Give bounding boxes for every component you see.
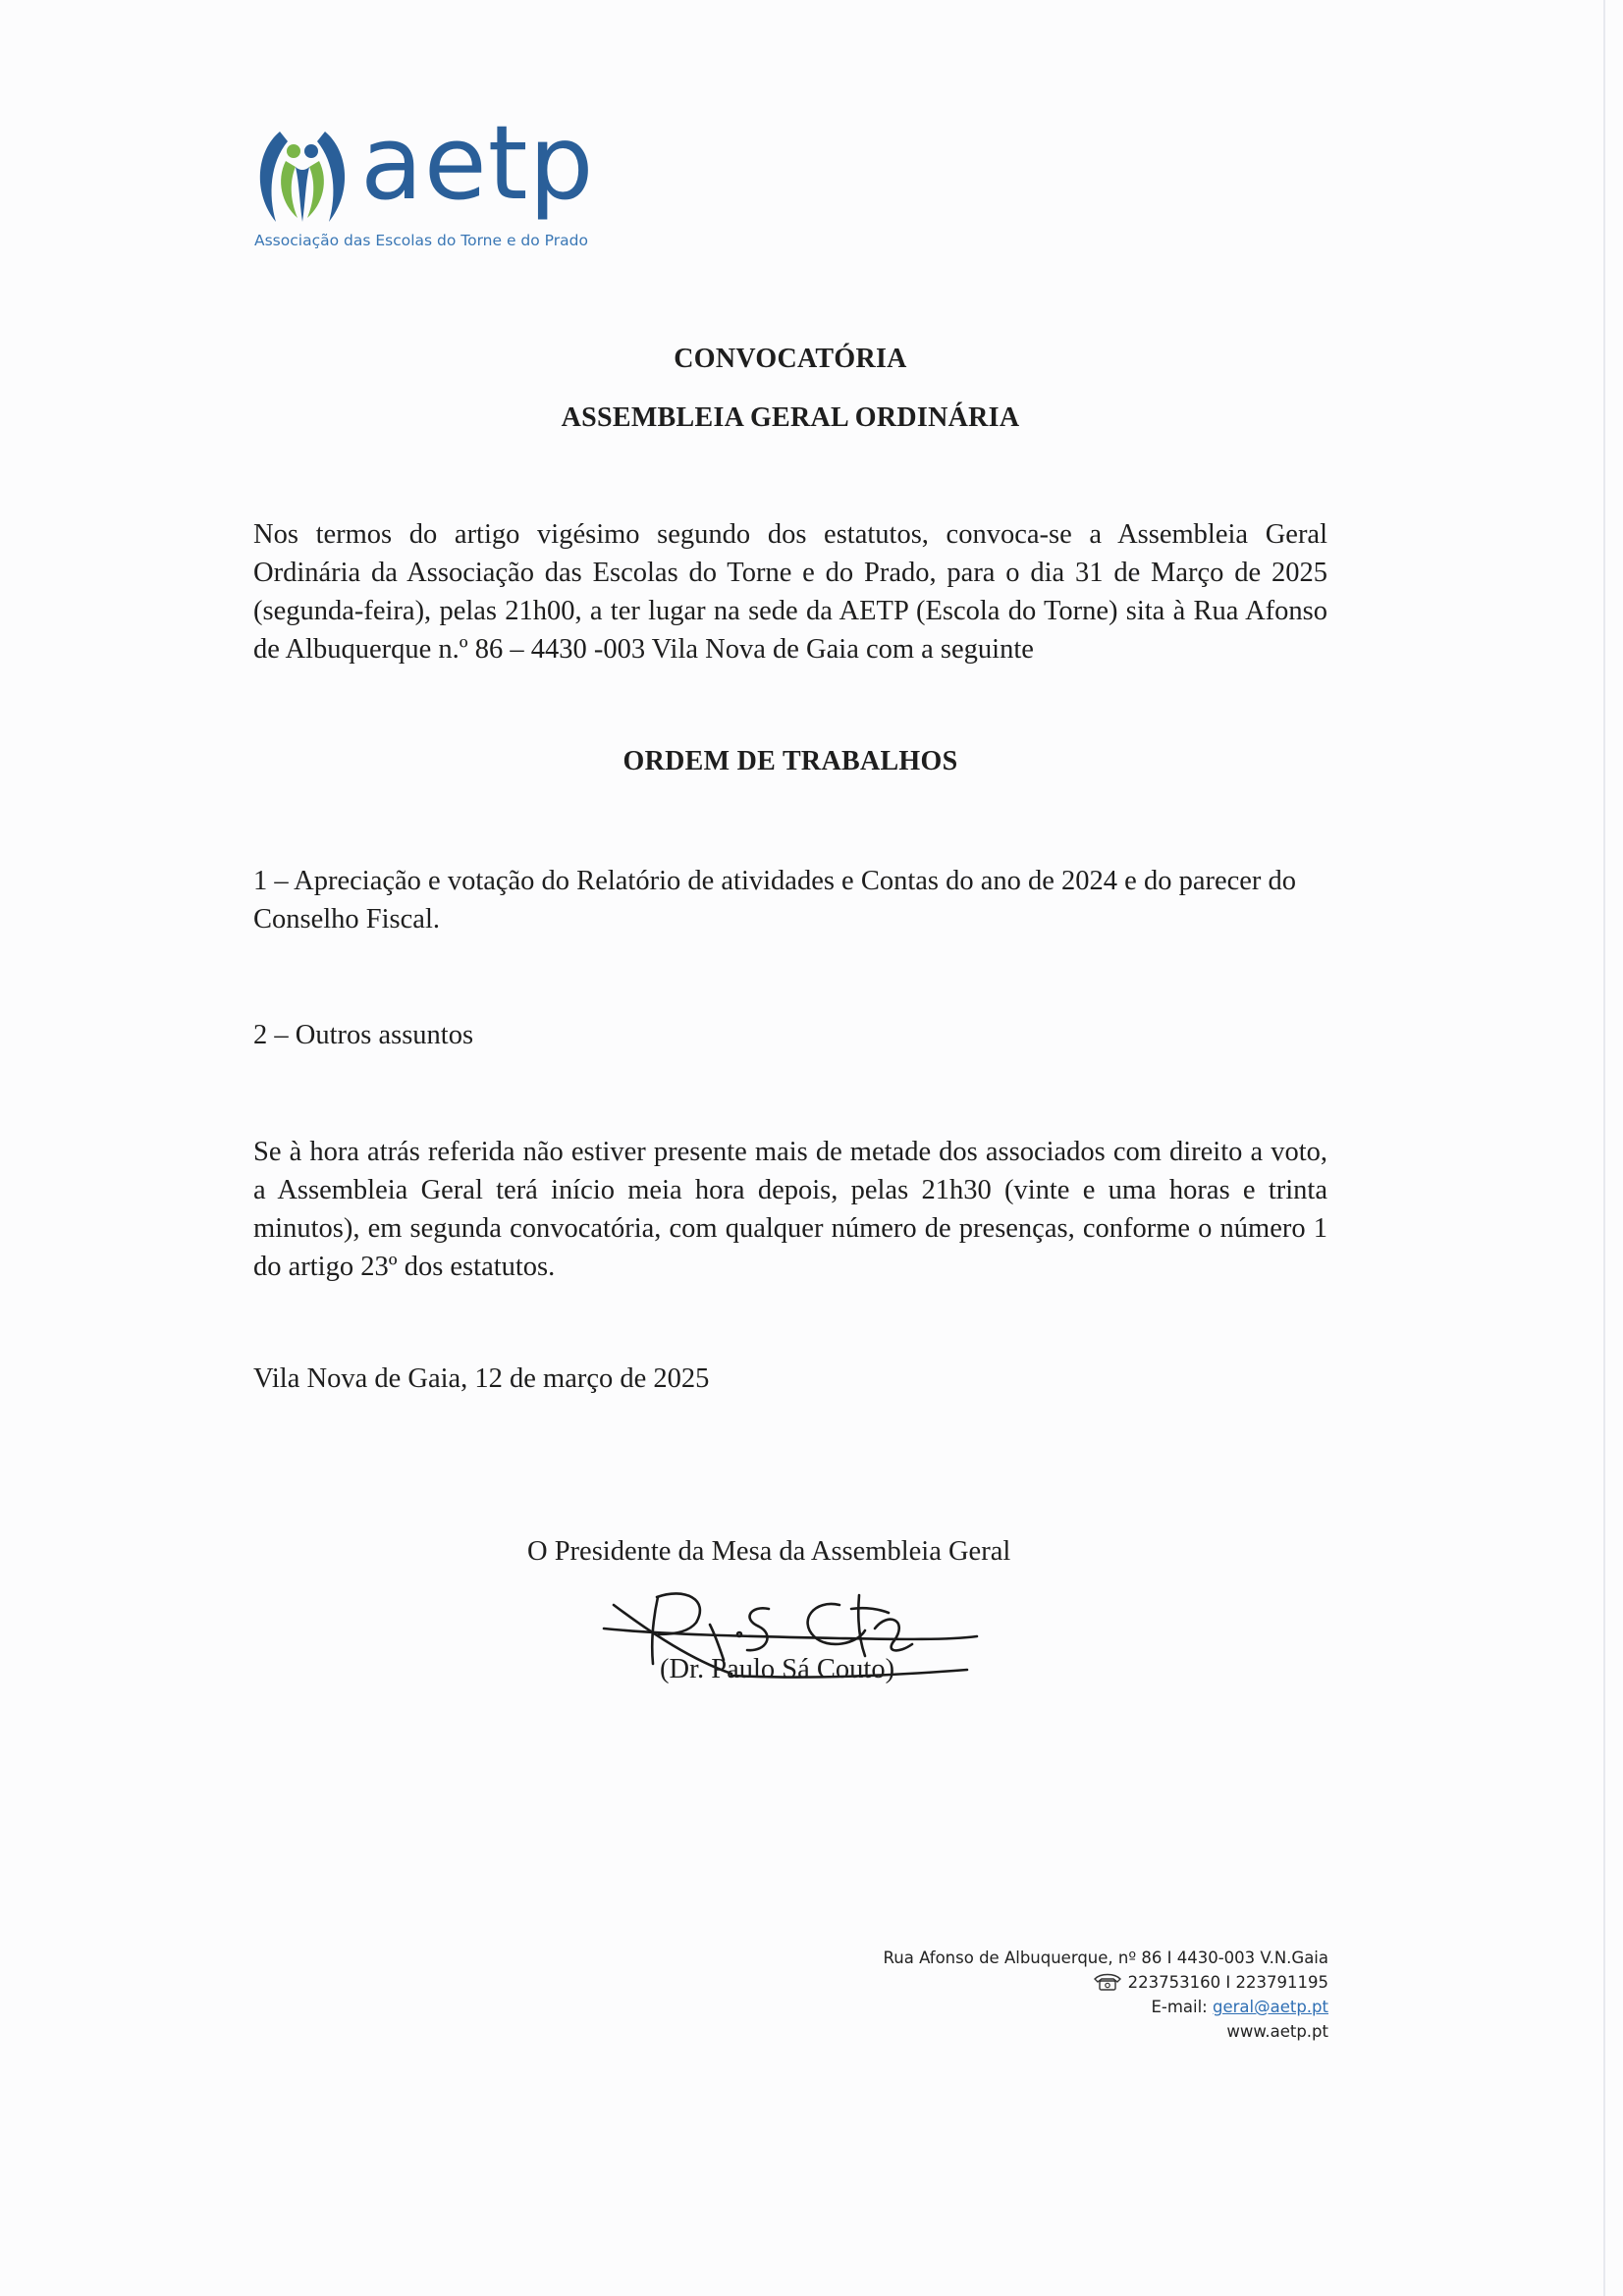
- agenda-item: 1 – Apreciação e votação do Relatório de atividades e Contas do ano de 2024 e do parecer do Conselho Fiscal.: [253, 866, 1297, 934]
- document-title: CONVOCATÓRIA: [674, 344, 907, 374]
- people-embrace-icon: [250, 124, 354, 232]
- signatory-role: O Presidente da Mesa da Assembleia Geral: [527, 1536, 1011, 1567]
- footer-phones: 223753160 I 223791195: [1127, 1973, 1328, 1992]
- contact-footer: [884, 1946, 1328, 2044]
- page-edge: [1603, 0, 1605, 2296]
- footer-email-line: [884, 1995, 1328, 2019]
- footer-address: Rua Afonso de Albuquerque, nº 86 I 4430-003 V.N.Gaia: [883, 1949, 1328, 1967]
- telephone-icon: [1093, 1973, 1122, 1991]
- intro-paragraph: Nos termos do artigo vigésimo segundo dos estatutos, convoca-se a Assembleia Geral Ordinária da Associação das Escolas do Torne e do Prado, para o dia 31 de Março de 2025 (segunda-feira), pelas 21h00, a ter lugar na sede da AETP (Escola do Torne) sita à Rua Afonso de Albuquerque n.º 86 – 4430 -003 Vila Nova de Gaia com a seguinte: [253, 519, 1327, 665]
- logo-wordmark: aetp: [360, 103, 595, 223]
- website-link[interactable]: www.aetp.pt: [1226, 2022, 1328, 2041]
- signatory-name: (Dr. Paulo Sá Couto): [660, 1654, 895, 1684]
- email-link[interactable]: geral@aetp.pt: [1213, 1998, 1328, 2016]
- agenda-heading: ORDEM DE TRABALHOS: [622, 746, 958, 776]
- quorum-paragraph: Se à hora atrás referida não estiver presente mais de metade dos associados com direito a voto, a Assembleia Geral terá início meia hora depois, pelas 21h30 (vinte e uma horas e trinta minutos), em segunda convocatória, com qualquer número de presenças, conforme o número 1 do artigo 23º dos estatutos.: [253, 1137, 1327, 1282]
- footer-phones-line: [884, 1970, 1328, 1995]
- footer-email-label: E-mail:: [1151, 1998, 1208, 2016]
- agenda-item: 2 – Outros assuntos: [253, 1020, 474, 1050]
- place-date: Vila Nova de Gaia, 12 de março de 2025: [253, 1363, 710, 1394]
- aetp-logo: [250, 103, 604, 255]
- logo-subtitle: Associação das Escolas do Torne e do Prado: [254, 232, 588, 249]
- document-subtitle: ASSEMBLEIA GERAL ORDINÁRIA: [561, 402, 1020, 433]
